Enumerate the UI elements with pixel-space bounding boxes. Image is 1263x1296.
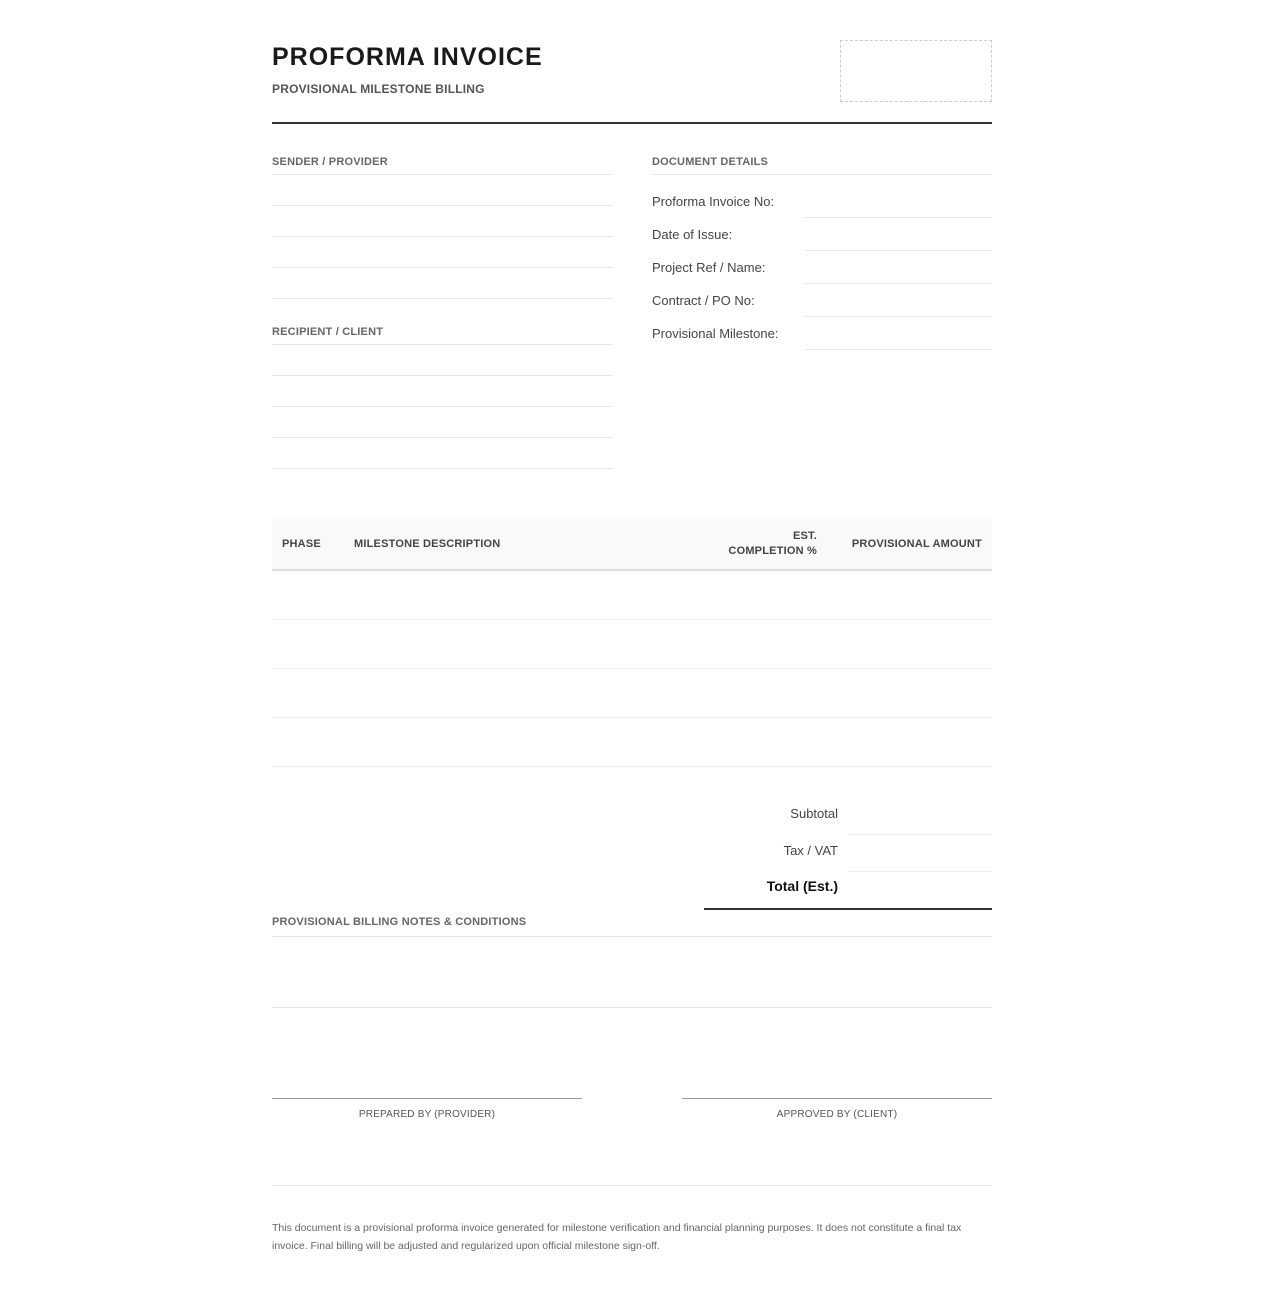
sender-line[interactable] xyxy=(272,205,612,206)
total-row xyxy=(704,871,992,910)
document-title: PROFORMA INVOICE xyxy=(272,43,543,71)
invoice-number-label: Proforma Invoice No: xyxy=(652,194,775,209)
milestone-field[interactable] xyxy=(805,316,992,350)
subtotal-label: Subtotal xyxy=(790,806,838,821)
table-row xyxy=(272,570,992,620)
logo-placeholder[interactable] xyxy=(840,40,992,102)
milestone-label: Provisional Milestone: xyxy=(652,326,779,341)
description-cell[interactable] xyxy=(344,570,687,620)
project-ref-label: Project Ref / Name: xyxy=(652,260,766,275)
approved-by-signature[interactable] xyxy=(682,1098,992,1120)
document-details-header-line xyxy=(652,174,992,175)
total-field[interactable] xyxy=(848,871,992,908)
completion-cell[interactable] xyxy=(687,669,827,718)
invoice-number-row xyxy=(652,184,992,217)
sender-label: SENDER / PROVIDER xyxy=(272,156,388,168)
phase-column-header: PHASE xyxy=(272,519,344,570)
recipient-header-line xyxy=(272,344,612,345)
recipient-line[interactable] xyxy=(272,437,612,438)
project-ref-row xyxy=(652,250,992,283)
project-ref-field[interactable] xyxy=(805,250,992,284)
phase-cell[interactable] xyxy=(272,570,344,620)
issue-date-row xyxy=(652,217,992,250)
description-column-header: MILESTONE DESCRIPTION xyxy=(344,519,687,570)
milestone-row xyxy=(652,316,992,349)
invoice-number-field[interactable] xyxy=(805,184,992,218)
phase-cell[interactable] xyxy=(272,669,344,718)
notes-area[interactable] xyxy=(272,1007,992,1008)
prepared-by-signature[interactable] xyxy=(272,1098,582,1120)
completion-header-line2: COMPLETION % xyxy=(728,545,817,557)
contract-po-row xyxy=(652,283,992,316)
notes-header-line xyxy=(272,936,992,937)
table-header-row xyxy=(272,519,992,570)
completion-header-line1: EST. xyxy=(792,530,817,542)
recipient-line[interactable] xyxy=(272,468,612,469)
subtotal-field[interactable] xyxy=(848,797,992,835)
amount-cell[interactable] xyxy=(827,718,992,767)
sender-line[interactable] xyxy=(272,267,612,268)
document-details-label: DOCUMENT DETAILS xyxy=(652,156,769,168)
table-row xyxy=(272,620,992,669)
disclaimer-text: This document is a provisional proforma invoice generated for milestone verification and financial planning purposes. It does not constitute a final tax invoice. Final billing will be adjusted and regularized upon official milestone sign-off. xyxy=(272,1222,962,1252)
completion-cell[interactable] xyxy=(687,570,827,620)
phase-cell[interactable] xyxy=(272,718,344,767)
description-cell[interactable] xyxy=(344,620,687,669)
recipient-line[interactable] xyxy=(272,375,612,376)
completion-cell[interactable] xyxy=(687,718,827,767)
contract-po-label: Contract / PO No: xyxy=(652,293,755,308)
completion-cell[interactable] xyxy=(687,620,827,669)
recipient-line[interactable] xyxy=(272,406,612,407)
description-cell[interactable] xyxy=(344,718,687,767)
notes-section xyxy=(272,937,992,1167)
contract-po-field[interactable] xyxy=(805,283,992,317)
tax-row xyxy=(704,834,992,871)
invoice-page xyxy=(272,0,992,1167)
sender-line[interactable] xyxy=(272,236,612,237)
tax-label: Tax / VAT xyxy=(783,843,838,858)
prepared-by-label: PREPARED BY (PROVIDER) xyxy=(358,1109,496,1120)
recipient-label: RECIPIENT / CLIENT xyxy=(272,326,384,338)
total-label: Total (Est.) xyxy=(766,878,838,894)
amount-cell[interactable] xyxy=(827,669,992,718)
totals-section xyxy=(272,767,992,937)
sender-line[interactable] xyxy=(272,298,612,299)
tax-field[interactable] xyxy=(848,834,992,872)
completion-column-header xyxy=(687,519,827,570)
table-row xyxy=(272,718,992,767)
sender-header-line xyxy=(272,174,612,175)
footer-disclaimer xyxy=(272,1185,992,1255)
approved-by-label: APPROVED BY (CLIENT) xyxy=(776,1109,898,1120)
party-and-details-section xyxy=(272,124,992,519)
document-subtitle: PROVISIONAL MILESTONE BILLING xyxy=(272,82,485,96)
phase-cell[interactable] xyxy=(272,620,344,669)
invoice-header xyxy=(272,40,992,124)
issue-date-field[interactable] xyxy=(805,217,992,251)
table-row xyxy=(272,669,992,718)
milestone-table xyxy=(272,519,992,767)
description-cell[interactable] xyxy=(344,669,687,718)
subtotal-row xyxy=(704,797,992,834)
notes-label: PROVISIONAL BILLING NOTES & CONDITIONS xyxy=(272,916,527,928)
amount-cell[interactable] xyxy=(827,570,992,620)
amount-cell[interactable] xyxy=(827,620,992,669)
issue-date-label: Date of Issue: xyxy=(652,227,733,242)
amount-column-header: PROVISIONAL AMOUNT xyxy=(827,519,992,570)
